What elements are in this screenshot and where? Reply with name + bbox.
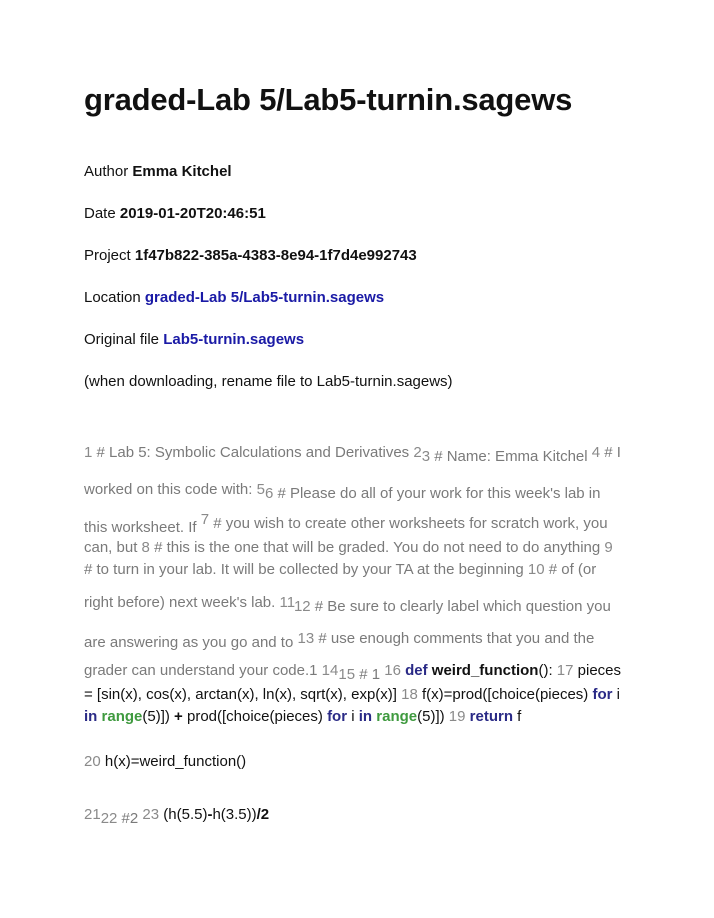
code-text: (5)]) <box>142 708 170 725</box>
code-line <box>84 444 621 465</box>
code-line <box>84 662 622 683</box>
code-line <box>84 539 613 556</box>
code-text: h(x)=weird_function() <box>104 753 247 770</box>
keyword-in: in <box>84 708 98 725</box>
location-label: Location <box>84 289 141 306</box>
line-number: 12 <box>293 598 311 615</box>
code-text: f(x)=prod([choice(pieces) <box>421 686 589 703</box>
line-number: 21 <box>84 806 101 823</box>
line-number: 16 <box>384 662 401 679</box>
code-comment: can, but <box>84 539 138 556</box>
location-row <box>84 289 384 306</box>
line-number: 20 <box>84 753 101 770</box>
code-text: (h(5.5) <box>163 806 208 823</box>
code-comment: this worksheet. If <box>84 519 197 536</box>
line-number: 9 <box>604 539 613 556</box>
operator-minus: - <box>207 806 213 823</box>
code-comment: # 1 <box>359 666 381 683</box>
operator-divide: /2 <box>256 806 270 823</box>
code-comment: # use enough comments that you and the <box>318 630 595 647</box>
code-text: (): <box>538 662 553 679</box>
code-text: (5)]) <box>417 708 445 725</box>
code-comment: # Name: Emma Kitchel <box>434 448 588 465</box>
builtin-range: range <box>376 708 418 725</box>
line-number: 15 <box>338 666 356 683</box>
line-number: 3 <box>421 448 431 465</box>
original-file-row <box>84 331 304 348</box>
code-text: prod([choice(pieces) <box>186 708 323 725</box>
project-value: 1f47b822-385a-4383-8e94-1f7d4e992743 <box>134 247 417 264</box>
code-comment: # Lab 5: Symbolic Calculations and Derivatives <box>96 444 410 461</box>
keyword-for: for <box>592 686 613 703</box>
date-row <box>84 205 266 222</box>
code-comment: are answering as you go and to <box>84 634 294 651</box>
code-text: i <box>616 686 620 703</box>
code-comment: # this is the one that will be graded. You do not need to do anything <box>154 539 601 556</box>
operator-plus: + <box>174 708 183 725</box>
line-number: 13 <box>297 630 315 647</box>
keyword-return: return <box>469 708 513 725</box>
code-comment: worked on this code with: <box>84 481 253 498</box>
code-text: i <box>351 708 355 725</box>
code-comment: #2 <box>121 810 139 827</box>
author-row <box>84 163 232 180</box>
line-number: 22 <box>100 810 118 827</box>
code-text: f <box>517 708 522 725</box>
line-number: 8 <box>141 539 150 556</box>
line-number: 11 <box>279 594 294 611</box>
line-number: 18 <box>401 686 418 703</box>
code-comment: # I <box>604 444 621 461</box>
code-comment: # you wish to create other worksheets for scratch work, you <box>213 515 608 532</box>
code-comment: right before) next week's lab. <box>84 594 276 611</box>
project-label: Project <box>84 247 131 264</box>
date-label: Date <box>84 205 116 222</box>
code-line <box>84 753 246 770</box>
code-comment: # Be sure to clearly label which question you <box>314 598 611 615</box>
author-label: Author <box>84 163 129 180</box>
line-number: 4 <box>591 444 601 461</box>
original-file-label: Original file <box>84 331 160 348</box>
line-number: 14 <box>321 662 339 679</box>
function-name: weird_function <box>431 662 539 679</box>
keyword-in: in <box>358 708 373 725</box>
document-title: graded-Lab 5/Lab5-turnin.sagews <box>84 82 573 117</box>
code-comment: # of (or <box>548 561 597 578</box>
line-number: 1 <box>84 444 93 461</box>
line-number: 7 <box>200 511 210 528</box>
builtin-range: range <box>101 708 143 725</box>
project-row <box>84 247 417 264</box>
author-value: Emma Kitchel <box>132 163 232 180</box>
keyword-for: for <box>327 708 348 725</box>
code-line <box>84 630 595 651</box>
location-link[interactable]: graded-Lab 5/Lab5-turnin.sagews <box>144 289 385 306</box>
line-number: 23 <box>142 806 160 823</box>
code-line <box>84 708 521 725</box>
line-number: 19 <box>448 708 466 725</box>
code-line <box>84 686 620 703</box>
download-note: (when downloading, rename file to Lab5-turnin.sagews) <box>84 373 453 390</box>
code-line <box>84 481 601 502</box>
code-line <box>84 511 608 536</box>
line-number: 5 <box>256 481 265 498</box>
code-text: pieces <box>577 662 622 679</box>
code-line <box>84 594 611 615</box>
keyword-def: def <box>405 662 428 679</box>
line-number: 2 <box>413 444 422 461</box>
code-comment: # to turn in your lab. It will be collected by your TA at the beginning <box>84 561 524 578</box>
code-text: = [sin(x), cos(x), arctan(x), ln(x), sqrt(x), exp(x)] <box>84 686 397 703</box>
code-line <box>84 561 596 578</box>
code-text: h(3.5)) <box>212 806 257 823</box>
code-line <box>84 806 270 827</box>
line-number: 10 <box>527 561 545 578</box>
original-file-link[interactable]: Lab5-turnin.sagews <box>163 331 305 348</box>
line-number: 17 <box>556 662 574 679</box>
code-comment: grader can understand your code.1 <box>84 662 318 679</box>
date-value: 2019-01-20T20:46:51 <box>119 205 266 222</box>
line-number: 6 <box>264 485 274 502</box>
code-comment: # Please do all of your work for this week's lab in <box>277 485 601 502</box>
